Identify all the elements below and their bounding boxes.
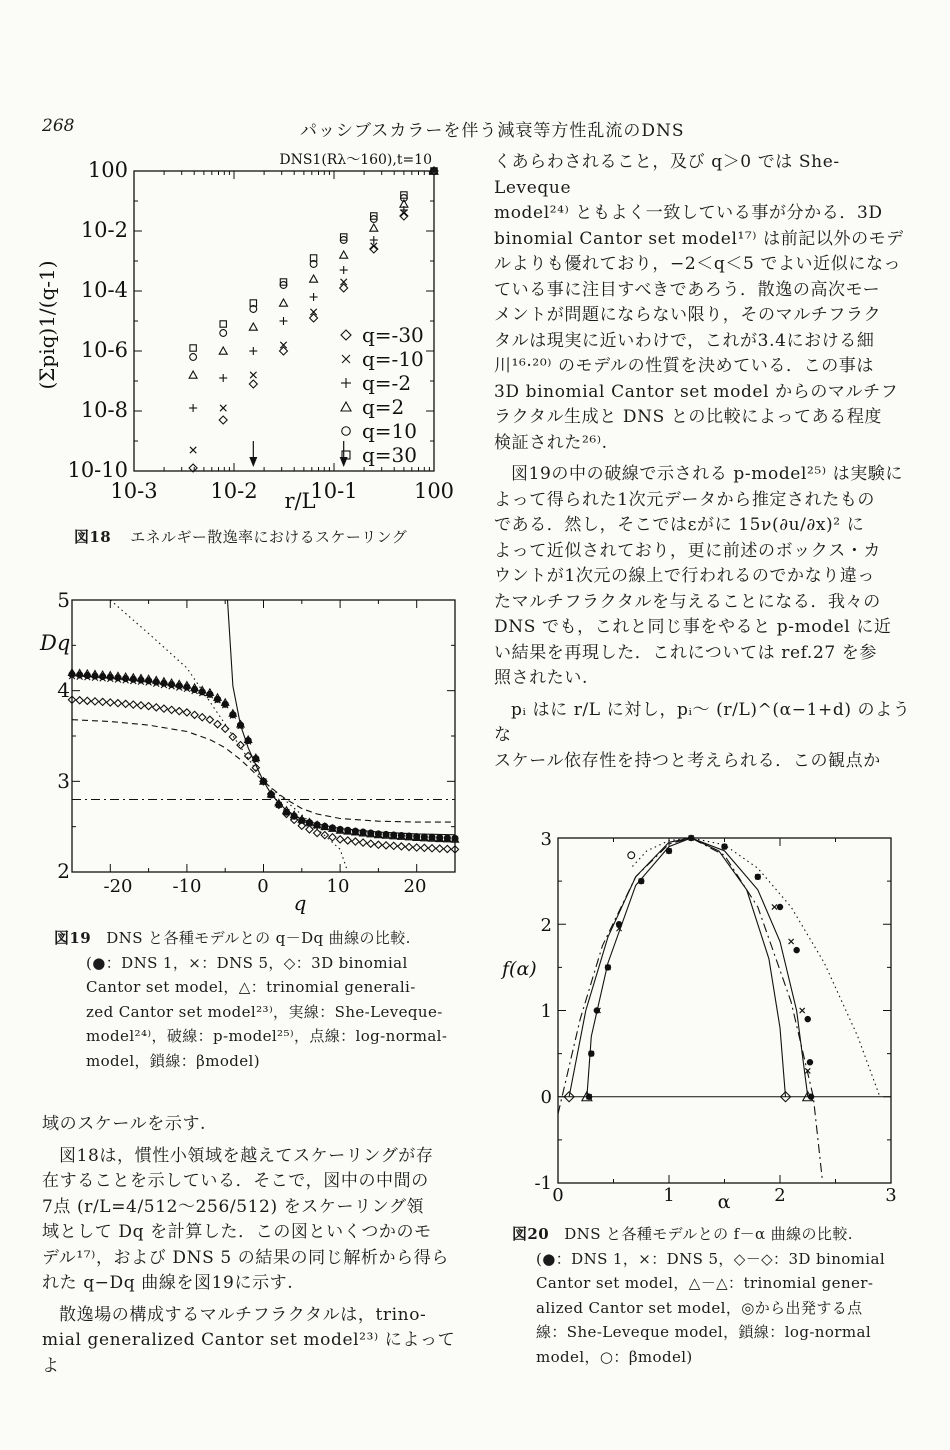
y-tick-label: 3 bbox=[57, 769, 70, 793]
data-point-filled-circle bbox=[777, 904, 782, 909]
plot-frame bbox=[558, 838, 891, 1183]
arrow-head bbox=[249, 457, 257, 467]
diamond-marker bbox=[107, 699, 114, 706]
triangle-marker bbox=[341, 402, 351, 411]
diamond-marker bbox=[91, 698, 98, 705]
triangle-marker bbox=[219, 347, 227, 354]
text-line: スケール依存性を持つと考えられる．この観点か bbox=[494, 750, 881, 771]
data-points bbox=[564, 835, 814, 1101]
caption-line: alized Cantor set model，◎から出発する点 bbox=[536, 1298, 863, 1317]
data-point-diamond bbox=[219, 416, 227, 424]
filled-circle-marker bbox=[807, 1060, 812, 1065]
data-point-diamond bbox=[421, 844, 428, 851]
data-point-filled-circle bbox=[807, 1060, 812, 1065]
data-point-diamond bbox=[199, 714, 206, 721]
data-point-diamond bbox=[382, 842, 389, 849]
y-tick-label: 10-2 bbox=[80, 218, 128, 242]
legend-label: q=-2 bbox=[362, 371, 412, 395]
model-curves bbox=[558, 838, 891, 1179]
data-point-diamond bbox=[176, 708, 183, 715]
y-tick-label: -1 bbox=[534, 1173, 552, 1194]
legend-marker-triangle bbox=[341, 402, 351, 411]
data-point-diamond bbox=[76, 697, 83, 704]
y-tick-label: 2 bbox=[57, 859, 70, 883]
circle-marker bbox=[628, 852, 635, 859]
x-tick-label: 0 bbox=[257, 876, 269, 897]
figure-20-f-alpha-plot bbox=[500, 820, 920, 1210]
diamond-marker bbox=[191, 711, 198, 718]
data-point-diamond bbox=[137, 702, 144, 709]
data-point-diamond bbox=[428, 845, 435, 852]
y-tick-label: 10-10 bbox=[67, 458, 128, 482]
text-line: ている事に注目すべきであろう．散逸の高次モー bbox=[494, 279, 881, 300]
text-line: よって得られた1次元データから推定されたもの bbox=[494, 489, 876, 510]
x-tick-label: 2 bbox=[774, 1185, 786, 1206]
y-tick-label: 5 bbox=[57, 590, 70, 612]
triangle-marker bbox=[340, 251, 348, 258]
plot-annotation: DNS1(Rλ〜160),t=10 bbox=[279, 152, 432, 168]
caption-line: Cantor set model，△－△：trinomial gener- bbox=[536, 1274, 874, 1292]
data-point-diamond bbox=[444, 845, 451, 852]
x-tick-label: 10 bbox=[326, 876, 350, 897]
data-point-diamond bbox=[107, 699, 114, 706]
x-tick-label: 3 bbox=[885, 1185, 897, 1206]
plot-frame bbox=[72, 600, 455, 872]
text-line: pᵢ はに r/L に対し，pᵢ〜 (r/L)^(α−1+d) のような bbox=[494, 699, 911, 745]
data-point-filled-circle bbox=[805, 1016, 810, 1021]
data-point-diamond bbox=[145, 702, 152, 709]
beta-model-point bbox=[628, 852, 635, 859]
data-point-diamond bbox=[398, 843, 405, 850]
text-line: くあらわされること，及び q＞0 では She-Leveque bbox=[494, 152, 840, 198]
diamond-marker bbox=[329, 834, 336, 841]
text-line: 在することを示している．そこで，図中の中間の bbox=[42, 1171, 429, 1191]
data-point-diamond bbox=[214, 721, 221, 728]
data-point-filled-circle bbox=[594, 1008, 599, 1013]
triangle-marker bbox=[249, 323, 257, 330]
circle-marker bbox=[342, 427, 351, 436]
y-tick-label: 2 bbox=[540, 915, 552, 936]
text-line: デル¹⁷⁾，および DNS 5 の結果の同じ解析から得ら bbox=[42, 1247, 449, 1268]
diamond-marker bbox=[344, 837, 351, 844]
diamond-marker bbox=[84, 697, 91, 704]
data-point-diamond bbox=[352, 838, 359, 845]
data-point-triangle bbox=[249, 323, 257, 330]
diamond-marker bbox=[398, 843, 405, 850]
right-column-text bbox=[494, 150, 914, 774]
data-point-diamond bbox=[344, 837, 351, 844]
triangle-marker bbox=[310, 275, 318, 282]
data-point-diamond bbox=[375, 841, 382, 848]
data-point-plus bbox=[219, 374, 227, 382]
diamond-marker bbox=[168, 706, 175, 713]
data-point-diamond bbox=[390, 842, 397, 849]
text-line: たマルチフラクタルを与えることになる．我々の bbox=[494, 591, 881, 612]
model-curve bbox=[587, 838, 808, 1097]
diamond-marker bbox=[352, 838, 359, 845]
data-point-diamond bbox=[160, 705, 167, 712]
data-point-circle bbox=[190, 354, 197, 361]
caption-line: (●：DNS 1，×：DNS 5，◇：3D binomial bbox=[86, 953, 408, 972]
filled-circle-marker bbox=[794, 947, 799, 952]
data-point-diamond bbox=[413, 844, 420, 851]
text-line: メントが問題にならない限り，そのマルチフラク bbox=[494, 305, 882, 325]
x-tick-label: 10-1 bbox=[310, 479, 358, 503]
axis-ticks bbox=[72, 600, 455, 872]
diamond-marker bbox=[405, 843, 412, 850]
data-point-triangle bbox=[279, 299, 287, 306]
text-line: DNS でも，これと同じ事をやると p-model に近 bbox=[494, 617, 892, 637]
text-line: 川¹⁶·²⁰⁾ のモデルの性質を決めている．この事は bbox=[494, 356, 874, 376]
data-point-diamond bbox=[191, 711, 198, 718]
text-line: 3D binomial Cantor set model からのマルチフ bbox=[494, 381, 899, 402]
text-line: model²⁴⁾ ともよく一致している事が分かる．3D bbox=[494, 203, 883, 223]
data-point-cross bbox=[250, 372, 256, 378]
data-point-plus bbox=[310, 293, 318, 301]
data-point-filled-circle bbox=[794, 947, 799, 952]
data-point-cross bbox=[789, 939, 794, 944]
legend-label: q=2 bbox=[362, 395, 405, 419]
circle-marker bbox=[220, 330, 227, 337]
text-line: 域のスケールを示す. bbox=[42, 1114, 207, 1134]
data-point-diamond bbox=[237, 741, 244, 748]
figure-18-scaling-plot bbox=[20, 150, 480, 525]
legend-marker-cross bbox=[342, 355, 350, 363]
text-line: である．然し，そこではεがに 15ν(∂u/∂x)² に bbox=[494, 515, 865, 535]
text-line: よって近似されており，更に前述のボックス・カ bbox=[494, 540, 882, 561]
data-point-square bbox=[220, 321, 226, 327]
text-line: ラクタル生成と DNS との比較によってある程度 bbox=[494, 407, 883, 427]
square-marker bbox=[220, 321, 226, 327]
data-point-diamond bbox=[229, 733, 236, 740]
diamond-marker bbox=[76, 697, 83, 704]
data-point-cross bbox=[800, 1008, 805, 1013]
figure-18-caption bbox=[74, 525, 407, 550]
caption-line: model，○：βmodel) bbox=[536, 1347, 693, 1366]
y-tick-label: 100 bbox=[87, 158, 128, 182]
triangle-marker bbox=[189, 371, 197, 378]
x-tick-label: -20 bbox=[103, 876, 133, 897]
y-tick-label: 10-4 bbox=[80, 278, 128, 302]
data-point-diamond bbox=[114, 700, 121, 707]
data-point-diamond bbox=[436, 845, 443, 852]
running-title: パッシブスカラーを伴う減衰等方性乱流のDNS bbox=[300, 121, 685, 141]
text-line: 7点 (r/L=4/512〜256/512) をスケーリング領 bbox=[42, 1196, 425, 1217]
caption-line: (●：DNS 1，×：DNS 5，◇－◇：3D binomial bbox=[536, 1249, 886, 1268]
data-point-plus bbox=[279, 317, 287, 325]
legend bbox=[341, 323, 424, 467]
data-point-diamond bbox=[91, 698, 98, 705]
figure-20-caption bbox=[512, 1222, 912, 1369]
y-tick-label: 4 bbox=[57, 678, 70, 702]
data-points bbox=[68, 669, 458, 853]
diamond-marker bbox=[214, 721, 221, 728]
diamond-marker bbox=[421, 844, 428, 851]
data-point-diamond bbox=[153, 704, 160, 711]
square-marker bbox=[190, 345, 196, 351]
diamond-marker bbox=[122, 700, 129, 707]
diamond-marker bbox=[237, 741, 244, 748]
data-point-cross bbox=[220, 405, 226, 411]
diamond-marker bbox=[160, 705, 167, 712]
x-tick-label: 20 bbox=[403, 876, 427, 897]
figure-19-q-dq-plot bbox=[30, 590, 470, 920]
diamond-marker bbox=[183, 709, 190, 716]
x-axis-label: q bbox=[293, 891, 307, 915]
diamond-marker bbox=[382, 842, 389, 849]
text-line: 域として Dq を計算した．この図といくつかのモ bbox=[42, 1222, 432, 1242]
scaling-range-arrows bbox=[249, 441, 347, 467]
data-point-plus bbox=[340, 266, 348, 274]
x-tick-label: 100 bbox=[413, 479, 455, 503]
x-axis-label: α bbox=[717, 1191, 731, 1210]
legend-label: q=30 bbox=[362, 443, 418, 467]
left-column-text bbox=[42, 1112, 462, 1379]
data-point-diamond bbox=[130, 701, 137, 708]
y-axis-label: Dq bbox=[40, 631, 71, 655]
y-axis-label: (Σpiq)1/(q-1) bbox=[35, 260, 59, 390]
data-point-triangle bbox=[340, 251, 348, 258]
page-number: 268 bbox=[42, 116, 75, 136]
diamond-marker bbox=[337, 836, 344, 843]
diamond-marker bbox=[306, 826, 313, 833]
filled-circle-marker bbox=[594, 1008, 599, 1013]
legend-label: q=10 bbox=[362, 419, 418, 443]
legend-marker-plus bbox=[341, 378, 351, 388]
y-tick-label: 10-8 bbox=[80, 398, 128, 422]
filled-circle-marker bbox=[777, 904, 782, 909]
caption-title: DNS と各種モデルとの q－Dq 曲線の比較. bbox=[106, 929, 411, 947]
text-line: ウントが1次元の線上で行われるのでかなり違っ bbox=[494, 566, 876, 586]
model-curves bbox=[72, 600, 455, 872]
data-point-diamond bbox=[314, 829, 321, 836]
figure-label: 図20 bbox=[512, 1225, 550, 1243]
data-point-diamond bbox=[367, 840, 374, 847]
data-point-triangle bbox=[189, 371, 197, 378]
text-line: ルよりも優れており，−2＜q＜5 でよい近似になっ bbox=[494, 254, 902, 274]
data-point-diamond bbox=[206, 716, 213, 723]
diamond-marker bbox=[249, 380, 257, 388]
data-point-square bbox=[190, 345, 196, 351]
diamond-marker bbox=[153, 704, 160, 711]
legend-label: q=-10 bbox=[362, 347, 424, 371]
data-point-diamond bbox=[329, 834, 336, 841]
diamond-marker bbox=[444, 845, 451, 852]
figure-label: 図18 bbox=[74, 528, 112, 546]
diamond-marker bbox=[199, 714, 206, 721]
data-point-cross bbox=[772, 904, 777, 909]
data-point-diamond bbox=[84, 697, 91, 704]
data-point-diamond bbox=[122, 700, 129, 707]
text-line: 図19の中の破線で示される p-model²⁵⁾ は実験に bbox=[511, 464, 904, 484]
data-point-diamond bbox=[306, 826, 313, 833]
data-point-plus bbox=[249, 347, 257, 355]
text-line: タルは現実に近いわけで，これが3.4における細 bbox=[494, 330, 875, 351]
text-line: binomial Cantor set model¹⁷⁾ は前記以外のモデ bbox=[494, 228, 904, 249]
data-point-triangle bbox=[370, 224, 378, 231]
data-point-triangle bbox=[219, 347, 227, 354]
triangle-marker bbox=[370, 224, 378, 231]
figure-label: 図19 bbox=[54, 929, 92, 947]
y-tick-label: 3 bbox=[540, 829, 552, 850]
data-point-diamond bbox=[249, 380, 257, 388]
figure-19-caption bbox=[54, 926, 454, 1073]
y-axis-label: f(α) bbox=[502, 958, 537, 980]
text-line: mial generalized Cantor set model²³⁾ によってよ bbox=[42, 1330, 456, 1376]
text-line: い結果を再現した．これについては ref.27 を参 bbox=[494, 642, 877, 663]
diamond-marker bbox=[114, 700, 121, 707]
text-line: れた q−Dq 曲線を図19に示す. bbox=[42, 1273, 294, 1293]
diamond-marker bbox=[206, 716, 213, 723]
x-tick-label: 0 bbox=[552, 1185, 564, 1206]
text-line: 検証された²⁶⁾. bbox=[494, 432, 608, 453]
data-point-circle bbox=[220, 330, 227, 337]
model-curve bbox=[569, 838, 785, 1097]
caption-line: zed Cantor set model²³⁾，実線：She-Leveque- bbox=[86, 1002, 443, 1021]
diamond-marker bbox=[176, 708, 183, 715]
circle-marker bbox=[190, 354, 197, 361]
x-tick-label: 10-3 bbox=[110, 479, 158, 503]
x-tick-label: 1 bbox=[663, 1185, 675, 1206]
data-point-diamond bbox=[168, 706, 175, 713]
diamond-marker bbox=[137, 702, 144, 709]
filled-circle-marker bbox=[805, 1016, 810, 1021]
data-point-diamond bbox=[183, 709, 190, 716]
legend-marker-diamond bbox=[341, 330, 351, 340]
diamond-marker bbox=[413, 844, 420, 851]
caption-line: Cantor set model，△：trinomial generali- bbox=[86, 978, 416, 996]
triangle-marker bbox=[279, 299, 287, 306]
diamond-marker bbox=[341, 330, 351, 340]
legend-label: q=-30 bbox=[362, 323, 424, 347]
text-line: 散逸場の構成するマルチフラクタルは，trino- bbox=[59, 1304, 427, 1325]
caption-line: model²⁴⁾，破線：p-model²⁵⁾，点線：log-normal- bbox=[86, 1027, 448, 1045]
data-point-plus bbox=[189, 404, 197, 412]
diamond-marker bbox=[229, 733, 236, 740]
caption-title: DNS と各種モデルとの f－α 曲線の比較. bbox=[564, 1225, 853, 1243]
model-curve bbox=[110, 600, 347, 872]
data-point-triangle bbox=[310, 275, 318, 282]
y-tick-label: 10-6 bbox=[80, 338, 128, 362]
text-line: 図18は，慣性小領域を越えてスケーリングが存 bbox=[59, 1145, 434, 1166]
diamond-marker bbox=[130, 701, 137, 708]
caption-text: エネルギー散逸率におけるスケーリング bbox=[130, 528, 408, 546]
diamond-marker bbox=[375, 841, 382, 848]
data-point-diamond bbox=[405, 843, 412, 850]
y-tick-label: 1 bbox=[540, 1001, 552, 1022]
diamond-marker bbox=[359, 839, 366, 846]
diamond-marker bbox=[99, 698, 106, 705]
diamond-marker bbox=[314, 829, 321, 836]
diamond-marker bbox=[367, 840, 374, 847]
data-point-diamond bbox=[359, 839, 366, 846]
diamond-marker bbox=[436, 845, 443, 852]
data-point-diamond bbox=[99, 698, 106, 705]
data-point-cross bbox=[190, 447, 196, 453]
model-curve bbox=[72, 720, 455, 822]
diamond-marker bbox=[428, 845, 435, 852]
data-point-diamond bbox=[337, 836, 344, 843]
x-tick-label: 10-2 bbox=[210, 479, 258, 503]
caption-line: model，鎖線：βmodel) bbox=[86, 1051, 260, 1070]
x-axis-label: r/L bbox=[284, 489, 316, 513]
text-line: 照されたい. bbox=[494, 668, 589, 688]
legend-marker-circle bbox=[342, 427, 351, 436]
diamond-marker bbox=[390, 842, 397, 849]
x-tick-label: -10 bbox=[172, 876, 202, 897]
diamond-marker bbox=[145, 702, 152, 709]
axis-ticks bbox=[558, 838, 891, 1183]
caption-line: 線：She-Leveque model，鎖線：log-normal bbox=[536, 1323, 872, 1341]
diamond-marker bbox=[219, 416, 227, 424]
y-tick-label: 0 bbox=[540, 1087, 552, 1108]
